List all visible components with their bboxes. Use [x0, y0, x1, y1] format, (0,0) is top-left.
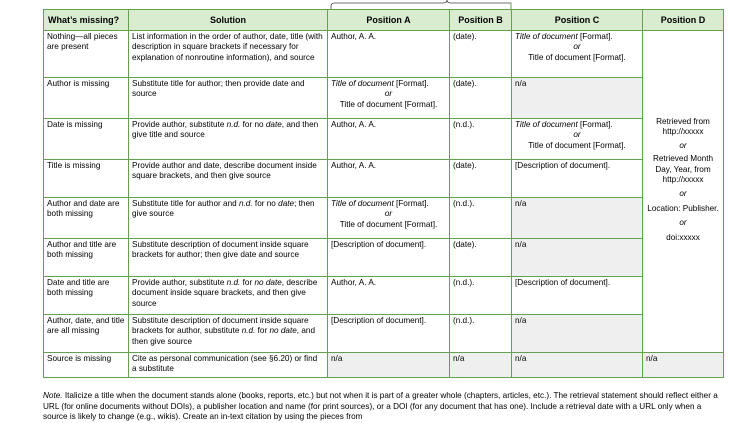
cell-missing: Source is missing [44, 353, 129, 378]
cell-position-d-merged [643, 31, 724, 353]
solution-italic: n.d. [241, 326, 256, 336]
cell-position-b: n/a [450, 353, 512, 378]
header-whats-missing: What’s missing? [44, 10, 129, 31]
cell-position-a: Author, A. A. [328, 160, 450, 198]
solution-italic: n.d. [238, 199, 253, 208]
header-position-c: Position C [512, 10, 643, 31]
italic-title: Title of document [331, 79, 394, 88]
solution-text: Provide author, substitute [132, 278, 227, 287]
table-row [44, 315, 724, 353]
table-row [44, 78, 724, 119]
cell-position-c: n/a [512, 78, 643, 119]
cell-position-b: (date). [450, 31, 512, 78]
or-text: or [573, 130, 581, 140]
solution-text: , and then give title and source [132, 120, 319, 140]
cell-position-b: (n.d.). [450, 198, 512, 239]
solution-text: Substitute description of document inside square brackets for author, substitute [132, 316, 309, 336]
cell-position-c: n/a [512, 198, 643, 239]
cell-position-a [328, 198, 450, 239]
cell-position-b: (date). [450, 78, 512, 119]
cell-solution: Substitute description of document inside square brackets for author; then give date and source [129, 239, 328, 277]
header-position-d: Position D [643, 10, 724, 31]
cell-missing: Author, date, and title are all missing [44, 315, 129, 353]
cell-position-c [512, 119, 643, 160]
format-text: [Format]. [577, 32, 613, 41]
header-solution: Solution [129, 10, 328, 31]
solution-text: Substitute title for author and [132, 199, 239, 208]
cell-position-b: (n.d.). [450, 315, 512, 353]
cell-position-a [328, 78, 450, 119]
cell-solution: List information in the order of author, date, title (with description in square brackets if necessary for explanation of nonroutine information), and source [129, 31, 328, 78]
cell-position-a: [Description of document]. [328, 315, 450, 353]
cell-position-a: Author, A. A. [328, 31, 450, 78]
solution-italic: date [265, 120, 282, 129]
alt-title-text: Title of document [Format]. [528, 140, 626, 150]
italic-title: Title of document [515, 120, 578, 129]
note-label: Note. [43, 391, 63, 400]
solution-text: for no [252, 199, 279, 208]
table-header-row [44, 10, 724, 31]
alt-title-text: Title of document [Format]. [339, 219, 438, 229]
cell-solution: Cite as personal communication (see §6.20) or find a substitute [129, 353, 328, 378]
cell-position-b: (date). [450, 160, 512, 198]
solution-italic: n.d. [226, 278, 241, 287]
cell-missing: Title is missing [44, 160, 129, 198]
cell-missing: Author and title are both missing [44, 239, 129, 277]
cell-position-d: n/a [643, 353, 724, 378]
solution-text: for no [240, 120, 266, 129]
cell-position-a: n/a [328, 353, 450, 378]
cell-position-c [512, 31, 643, 78]
cell-position-c: [Description of document]. [512, 160, 643, 198]
solution-text: for [240, 278, 255, 287]
cell-position-c: n/a [512, 353, 643, 378]
or-text: or [384, 209, 393, 219]
table-row [44, 198, 724, 239]
cell-solution [129, 198, 328, 239]
cell-position-b: (n.d.). [450, 277, 512, 315]
cell-missing: Author is missing [44, 78, 129, 119]
cell-solution [129, 277, 328, 315]
solution-italic: n.d. [226, 120, 241, 129]
cell-position-b: (date). [450, 239, 512, 277]
cell-position-a: [Description of document]. [328, 239, 450, 277]
solution-italic: no date [269, 326, 297, 336]
retrieval-date-url: Retrieved Month Day, Year, from http://xxxxx [652, 154, 714, 185]
solution-text: , describe document inside square brackets, and then give source [132, 278, 318, 308]
format-text: [Format]. [393, 79, 429, 88]
cell-position-a: Author, A. A. [328, 119, 450, 160]
alt-title-text: Title of document [Format]. [339, 99, 438, 109]
table-row [44, 277, 724, 315]
solution-text: ; then give source [132, 199, 315, 219]
cell-solution: Substitute title for author; then provide date and source [129, 78, 328, 119]
or-text: or [679, 218, 687, 228]
table-row [44, 239, 724, 277]
retrieval-url: Retrieved from http://xxxxx [656, 117, 710, 137]
missing-elements-table [43, 9, 724, 378]
cell-solution [129, 119, 328, 160]
table-row [44, 31, 724, 78]
solution-text: , and then give source [132, 326, 316, 346]
table-row [44, 119, 724, 160]
table-row [44, 160, 724, 198]
location-publisher: Location: Publisher. [647, 203, 719, 213]
solution-italic: date [278, 199, 295, 208]
solution-text: for [255, 326, 270, 336]
doi-text: doi:xxxxx [666, 232, 700, 242]
cell-solution: Provide author and date, describe document inside square brackets, and then give source [129, 160, 328, 198]
header-position-b: Position B [450, 10, 512, 31]
cell-position-c: [Description of document]. [512, 277, 643, 315]
solution-text: Provide author, substitute [132, 120, 227, 129]
cell-missing: Author and date are both missing [44, 198, 129, 239]
or-text: or [384, 89, 393, 99]
or-text: or [679, 189, 687, 199]
table-note [43, 391, 723, 423]
format-text: [Format]. [577, 120, 613, 129]
cell-missing: Date is missing [44, 119, 129, 160]
cell-position-b: (n.d.). [450, 119, 512, 160]
cell-position-c: n/a [512, 239, 643, 277]
solution-italic: no date [254, 278, 282, 287]
cell-missing: Date and title are both missing [44, 277, 129, 315]
cell-position-a: Author, A. A. [328, 277, 450, 315]
table-row [44, 353, 724, 378]
italic-title: Title of document [515, 32, 578, 41]
or-text: or [679, 140, 687, 150]
italic-title: Title of document [331, 199, 394, 208]
format-text: [Format]. [393, 199, 429, 208]
cell-position-c: n/a [512, 315, 643, 353]
note-text: Italicize a title when the document stands alone (books, reports, etc.) but not when it is part of a greater whole (chapters, articles, etc.). The retrieval statement should reflect either a URL (for online documents without DOIs), a publisher location and name (for print sources), or a DOI (for any document that has one). Include a retrieval date with a URL only when a source is likely to change (e.g., wikis). Create an in-text citation by using the pieces from [43, 391, 718, 421]
cell-missing: Nothing—all pieces are present [44, 31, 129, 78]
alt-title-text: Title of document [Format]. [528, 52, 626, 62]
or-text: or [573, 42, 581, 52]
cell-solution [129, 315, 328, 353]
header-position-a: Position A [328, 10, 450, 31]
